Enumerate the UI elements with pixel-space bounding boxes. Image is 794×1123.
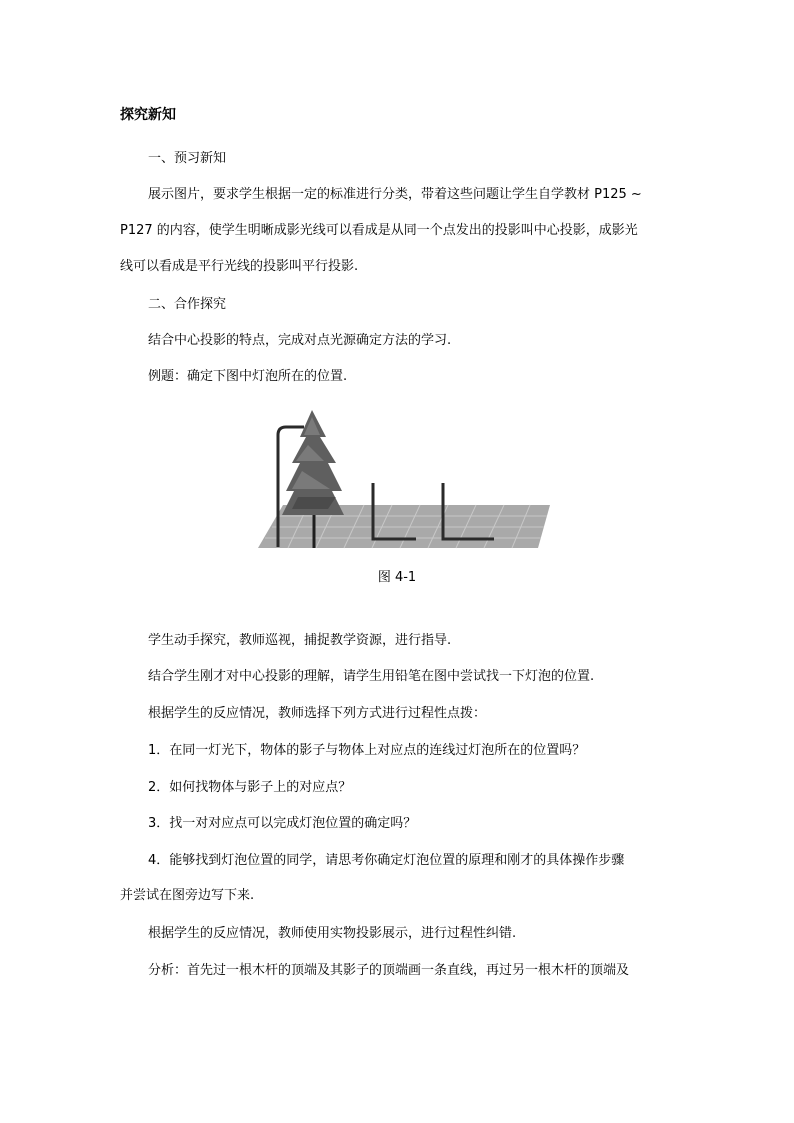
- part1-heading: 一、预习新知: [148, 151, 227, 166]
- paragraph-line: 结合中心投影的特点，完成对点光源确定方法的学习.: [148, 333, 452, 348]
- paragraph-line: 展示图片，要求学生根据一定的标准进行分类，带着这些问题让学生自学教材 P125 ~: [148, 187, 642, 202]
- example-line: 例题：确定下图中灯泡所在的位置.: [148, 369, 348, 384]
- figure-lamp-tree-poles: [258, 405, 550, 553]
- paragraph-line: 线可以看成是平行光线的投影叫平行投影.: [120, 259, 359, 274]
- paragraph-line: 学生动手探究，教师巡视，捕捉教学资源，进行指导.: [148, 633, 452, 648]
- analysis-line: 分析：首先过一根木杆的顶端及其影子的顶端画一条直线，再过另一根木杆的顶端及: [148, 963, 630, 978]
- paragraph-line: 结合学生刚才对中心投影的理解，请学生用铅笔在图中尝试找一下灯泡的位置.: [148, 669, 595, 684]
- question-item-continued: 并尝试在图旁边写下来.: [120, 888, 255, 903]
- question-item: 3．找一对对应点可以完成灯泡位置的确定吗？: [148, 816, 417, 831]
- question-item: 1．在同一灯光下，物体的影子与物体上对应点的连线过灯泡所在的位置吗？: [148, 743, 586, 758]
- question-item: 4．能够找到灯泡位置的同学，请思考你确定灯泡位置的原理和刚才的具体操作步骤: [148, 853, 625, 868]
- paragraph-line: 根据学生的反应情况，教师选择下列方式进行过程性点拨：: [148, 706, 487, 721]
- section-title: 探究新知: [120, 107, 176, 123]
- paragraph-line: 根据学生的反应情况，教师使用实物投影展示，进行过程性纠错.: [148, 926, 517, 941]
- question-item: 2．如何找物体与影子上的对应点？: [148, 780, 352, 795]
- figure-caption: 图 4-1: [377, 570, 417, 585]
- part2-heading: 二、合作探究: [148, 297, 227, 312]
- paragraph-line: P127 的内容，使学生明晰成影光线可以看成是从同一个点发出的投影叫中心投影，成影光: [120, 223, 638, 238]
